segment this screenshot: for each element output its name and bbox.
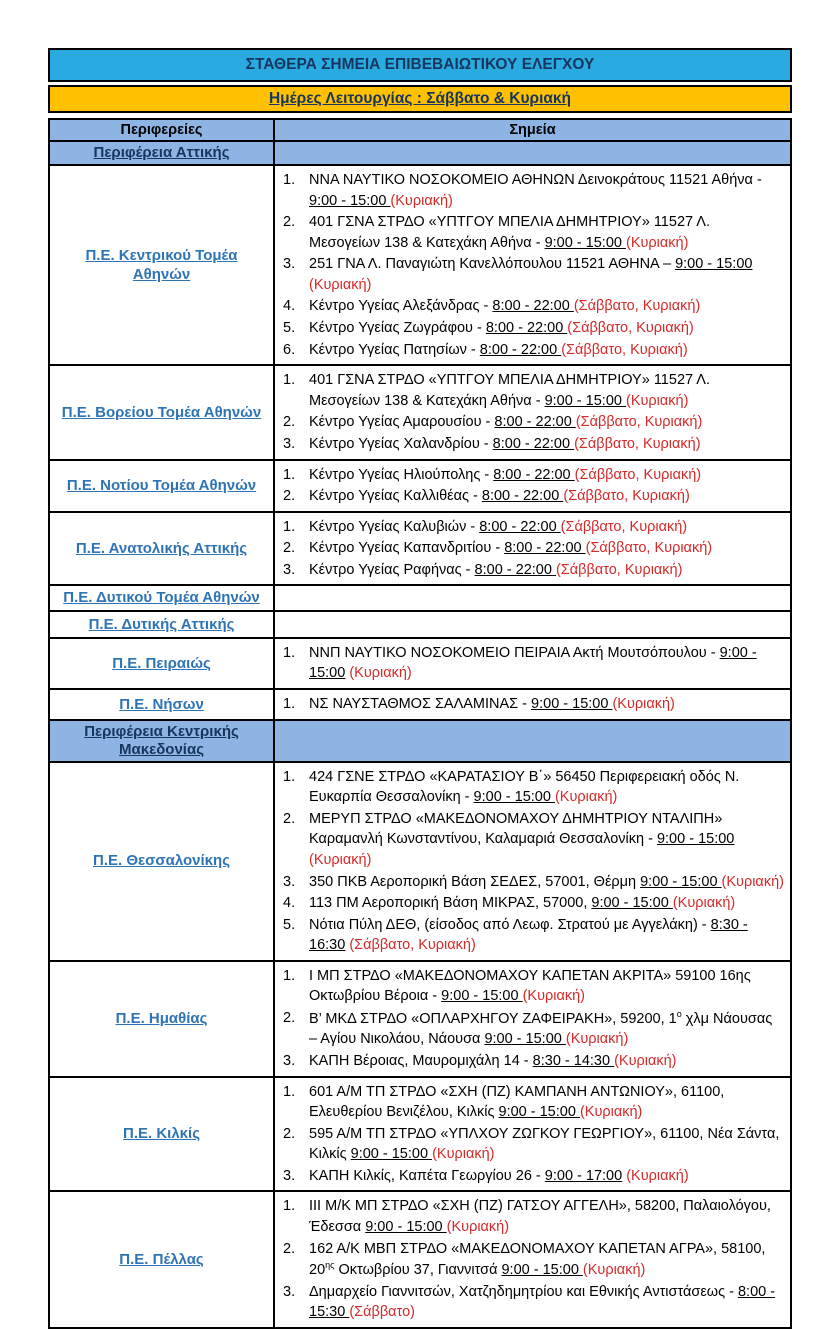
item-text — [309, 1124, 784, 1165]
item-text — [309, 809, 784, 871]
point-item — [283, 1282, 784, 1323]
site-text: Κέντρο Υγείας Ηλιούπολης - — [309, 466, 494, 483]
time-range: 9:00 - 15:00 — [484, 1031, 566, 1048]
points-cell — [275, 1078, 790, 1191]
time-range: 9:00 - 15:00 — [591, 895, 673, 912]
site-text: 401 ΓΣΝΑ ΣΤΡΔΟ «ΥΠΤΓΟΥ ΜΠΕΛΙΑ ΔΗΜΗΤΡΙΟΥ» 11527 Λ. Μεσογείων 138 & Κατεχάκη Αθήνα - — [309, 372, 711, 409]
item-number: 1. — [283, 518, 296, 535]
points-cell — [275, 690, 790, 719]
header-left-cell — [50, 721, 275, 761]
item-number: 3. — [283, 561, 296, 578]
item-number: 1. — [283, 172, 296, 188]
site-text: ΚΑΠΗ Βέροιας, Μαυρομιχάλη 14 - — [309, 1052, 533, 1069]
region-cell — [50, 1192, 275, 1326]
site-text: Κέντρο Υγείας Ζωγράφου - — [309, 320, 486, 337]
site-text: 113 ΠΜ Αεροπορική Βάση ΜΙΚΡΑΣ, 57000, — [309, 895, 592, 912]
item-number: 3. — [283, 256, 296, 273]
region-cell — [50, 1078, 275, 1191]
item-number: 2. — [283, 1240, 296, 1257]
region-cell — [50, 639, 275, 688]
item-text — [309, 560, 784, 581]
item-number: 1. — [283, 967, 296, 984]
site-text: Ι ΜΠ ΣΤΡΔΟ «ΜΑΚΕΔΟΝΟΜΑΧΟΥ ΚΑΠΕΤΑΝ ΑΚΡΙΤΑ» 59100 16ης Οκτωβρίου Βέροια - — [309, 967, 751, 1005]
item-text — [309, 767, 784, 808]
days-note: (Κυριακή) — [612, 696, 675, 713]
time-range: 9:00 - 15:00 — [501, 1262, 583, 1279]
site-text: 401 ΓΣΝΑ ΣΤΡΔΟ «ΥΠΤΓΟΥ ΜΠΕΛΙΑ ΔΗΜΗΤΡΙΟΥ» 11527 Λ. Μεσογείων 138 & Κατεχάκη Αθήνα - — [309, 214, 711, 251]
days-note: (Σάββατο, Κυριακή) — [585, 540, 713, 557]
time-range: 8:00 - 15:30 — [309, 1283, 776, 1321]
site-text: 424 ΓΣΝΕ ΣΤΡΔΟ «ΚΑΡΑΤΑΣΙΟΥ Β΄» 56450 Περιφερειακή οδός Ν. Ευκαρπία Θεσσαλονίκη - — [309, 768, 740, 806]
region-label: Π.Ε. Βορείου Τομέα Αθηνών — [61, 403, 262, 421]
site-text: 162 Α/Κ ΜΒΠ ΣΤΡΔΟ «ΜΑΚΕΔΟΝΟΜΑΧΟΥ ΚΑΠΕΤΑΝ ΑΓΡΑ», 58100, 20 — [309, 1240, 766, 1279]
points-cell — [275, 366, 790, 458]
item-text — [309, 1082, 784, 1123]
time-range: 8:00 - 22:00 — [479, 518, 561, 535]
site-text: ης — [325, 1260, 335, 1271]
days-note: (Κυριακή) — [625, 234, 689, 251]
days-note: (Κυριακή) — [721, 873, 784, 890]
main-table — [48, 118, 792, 1329]
item-number: 1. — [283, 644, 296, 661]
item-number: 6. — [283, 341, 296, 358]
region-cell — [50, 366, 275, 458]
table-row — [50, 610, 790, 637]
days-note: (Κυριακή) — [446, 1219, 510, 1236]
time-range: 9:00 - 15:00 — [544, 234, 626, 251]
points-cell — [275, 612, 790, 637]
points-cell — [275, 586, 790, 610]
region-cell — [50, 612, 275, 637]
item-text — [309, 370, 784, 411]
days-note: (Κυριακή) — [614, 1052, 677, 1069]
time-range: 8:00 - 22:00 — [485, 320, 568, 337]
days-note: (Κυριακή) — [582, 1262, 646, 1279]
days-note: (Σάββατο, Κυριακή) — [573, 298, 701, 315]
item-number: 1. — [283, 466, 296, 483]
point-item — [283, 1008, 784, 1050]
table-colheads-row — [50, 120, 790, 140]
site-text: ΜΕΡΥΠ ΣΤΡΔΟ «ΜΑΚΕΔΟΝΟΜΑΧΟΥ ΔΗΜΗΤΡΙΟΥ ΝΤΑΛΙΠΗ» Καραμανλή Κωνσταντίνου, Καλαμαριά Θεσσαλονίκη - — [309, 810, 723, 848]
region-cell — [50, 166, 275, 364]
time-range: 9:00 - 15:00 — [473, 789, 555, 806]
point-item — [283, 893, 784, 914]
days-note: (Κυριακή) — [349, 665, 412, 682]
header-right-cell — [275, 721, 790, 761]
point-item — [283, 370, 784, 411]
table-row — [50, 761, 790, 960]
region-label: Π.Ε. Δυτικού Τομέα Αθηνών — [63, 589, 260, 607]
days-note: (Κυριακή) — [626, 1167, 689, 1184]
time-range: 8:00 - 22:00 — [474, 561, 556, 578]
point-item — [283, 643, 784, 684]
region-cell — [50, 763, 275, 960]
region-label: Π.Ε. Ημαθίας — [115, 1009, 208, 1027]
item-number: 1. — [283, 1198, 296, 1215]
item-text — [309, 434, 784, 455]
item-text — [309, 486, 784, 507]
time-range: 8:30 - 14:30 — [532, 1052, 615, 1069]
time-range: 9:00 - 15:00 — [675, 256, 753, 273]
item-number: 5. — [283, 916, 296, 933]
item-text — [309, 1282, 784, 1323]
region-label: Π.Ε. Πέλλας — [119, 1250, 204, 1268]
item-text — [309, 1166, 784, 1187]
site-text: 595 Α/Μ ΤΠ ΣΤΡΔΟ «ΥΠΛΧΟΥ ΖΩΓΚΟΥ ΓΕΩΡΓΙΟΥ», 61100, Νέα Σάντα, Κιλκίς — [309, 1125, 780, 1163]
item-text — [309, 170, 784, 211]
point-item — [283, 412, 784, 433]
days-note: (Σάββατο, Κυριακή) — [560, 518, 688, 535]
site-text: Οκτωβρίου 37, Γιαννιτσά — [334, 1262, 502, 1279]
table-group-row — [50, 140, 790, 164]
days-note: (Κυριακή) — [432, 1146, 495, 1163]
group-header-label: Περιφέρεια Κεντρικής Μακεδονίας — [84, 722, 239, 758]
table-row — [50, 1190, 790, 1326]
item-text — [309, 1008, 784, 1050]
site-text: ΝΣ ΝΑΥΣΤΑΘΜΟΣ ΣΑΛΑΜΙΝΑΣ - — [309, 696, 532, 713]
item-number: 2. — [283, 1125, 296, 1142]
days-note: (Σάββατο, Κυριακή) — [574, 466, 702, 483]
point-item — [283, 1196, 784, 1237]
point-item — [283, 340, 784, 361]
item-number: 3. — [283, 873, 296, 890]
item-text — [309, 318, 784, 339]
table-row — [50, 960, 790, 1076]
point-item — [283, 1124, 784, 1165]
time-range: 9:00 - 17:00 — [544, 1167, 623, 1184]
item-number: 3. — [283, 1167, 296, 1184]
days-note: (Σάββατο, Κυριακή) — [561, 341, 688, 358]
point-item — [283, 254, 784, 295]
time-range: 8:00 - 22:00 — [493, 466, 575, 483]
site-text: Νότια Πύλη ΔΕΘ, (είσοδος από Λεωφ. Στρατού με Αγγελάκη) - — [309, 916, 711, 933]
days-note: (Σάββατο, Κυριακή) — [574, 435, 701, 452]
item-number: 2. — [283, 214, 296, 231]
point-item — [283, 296, 784, 317]
days-note: (Σάββατο, Κυριακή) — [349, 937, 476, 954]
site-text: Κέντρο Υγείας Ραφήνας - — [309, 561, 475, 578]
point-item — [283, 212, 784, 253]
point-item — [283, 517, 784, 538]
time-range: 8:00 - 22:00 — [494, 414, 576, 431]
days-note: (Σάββατο, Κυριακή) — [555, 561, 683, 578]
table-row — [50, 459, 790, 511]
table-row — [50, 637, 790, 688]
points-cell — [275, 962, 790, 1076]
points-cell — [275, 513, 790, 585]
point-item — [283, 465, 784, 486]
site-text: Κέντρο Υγείας Καλλιθέας - — [309, 488, 482, 505]
header-left-cell — [50, 120, 275, 140]
time-range: 8:00 - 22:00 — [504, 540, 586, 557]
region-label: Π.Ε. Κιλκίς — [122, 1125, 200, 1143]
region-label: Π.Ε. Θεσσαλονίκης — [92, 852, 231, 870]
region-label: Π.Ε. Νήσων — [119, 695, 204, 713]
site-text: Κέντρο Υγείας Αλεξάνδρας - — [309, 298, 493, 315]
point-item — [283, 966, 784, 1007]
header-right-cell — [275, 142, 790, 164]
days-note: (Κυριακή) — [672, 895, 736, 912]
site-text: Κέντρο Υγείας Πατησίων - — [309, 341, 480, 358]
point-item — [283, 809, 784, 871]
subtitle-band — [48, 85, 792, 113]
time-range: 9:00 - 15:00 — [309, 192, 391, 209]
days-note: (Σάββατο, Κυριακή) — [567, 320, 694, 337]
points-cell — [275, 461, 790, 511]
point-item — [283, 170, 784, 211]
days-note: (Σάββατο, Κυριακή) — [575, 414, 703, 431]
days-note: (Κυριακή) — [309, 276, 372, 293]
table-row — [50, 584, 790, 610]
region-label: Π.Ε. Νοτίου Τομέα Αθηνών — [66, 476, 257, 494]
item-number: 2. — [283, 540, 296, 557]
operating-days-subtitle: Ημέρες Λειτουργίας : Σάββατο & Κυριακή — [268, 90, 572, 107]
time-range: 9:00 - 15:00 — [640, 873, 722, 890]
item-number: 2. — [283, 414, 296, 431]
days-note: (Κυριακή) — [554, 789, 618, 806]
days-note: (Κυριακή) — [565, 1031, 629, 1048]
item-number: 2. — [283, 810, 296, 827]
header-left-cell — [50, 142, 275, 164]
item-number: 2. — [283, 1010, 296, 1026]
item-number: 2. — [283, 488, 296, 505]
site-text: ΙΙΙ Μ/Κ ΜΠ ΣΤΡΔΟ «ΣΧΗ (ΠΖ) ΓΑΤΣΟΥ ΑΓΓΕΛΗ», 58200, Παλαιολόγου, Έδεσσα — [309, 1198, 771, 1236]
point-item — [283, 1239, 784, 1281]
region-cell — [50, 513, 275, 585]
item-number: 4. — [283, 298, 296, 315]
point-item — [283, 767, 784, 808]
page-title: ΣΤΑΘΕΡΑ ΣΗΜΕΙΑ ΕΠΙΒΕΒΑΙΩΤΙΚΟΥ ΕΛΕΓΧΟΥ — [245, 56, 595, 73]
region-label: Π.Ε. Κεντρικού Τομέα Αθηνών — [85, 246, 238, 284]
days-note: (Κυριακή) — [309, 851, 372, 868]
item-text — [309, 465, 784, 486]
site-text: ΝΝΠ ΝΑΥΤΙΚΟ ΝΟΣΟΚΟΜΕΙΟ ΠΕΙΡΑΙΑ Ακτή Μουτσόπουλου - — [309, 644, 720, 661]
point-item — [283, 872, 784, 893]
item-text — [309, 694, 784, 715]
site-text: Κέντρο Υγείας Χαλανδρίου - — [309, 435, 493, 452]
item-text — [309, 296, 784, 317]
table-row — [50, 688, 790, 719]
point-item — [283, 318, 784, 339]
region-cell — [50, 690, 275, 719]
item-text — [309, 643, 784, 684]
table-row — [50, 511, 790, 585]
point-item — [283, 694, 784, 715]
item-text — [309, 893, 784, 914]
header-right-cell — [275, 120, 790, 140]
point-item — [283, 560, 784, 581]
points-cell — [275, 166, 790, 364]
points-cell — [275, 763, 790, 960]
time-range: 9:00 - 15:00 — [441, 988, 523, 1005]
time-range: 9:00 - 15:00 — [309, 644, 757, 682]
item-text — [309, 254, 784, 295]
point-item — [283, 434, 784, 455]
site-text: Κέντρο Υγείας Αμαρουσίου - — [309, 414, 495, 431]
time-range: 9:00 - 15:00 — [350, 1146, 433, 1163]
column-header-points: Σημεία — [509, 122, 556, 138]
time-range: 9:00 - 15:00 — [531, 696, 613, 713]
site-text: ΝΝΑ ΝΑΥΤΙΚΟ ΝΟΣΟΚΟΜΕΙΟ ΑΘΗΝΩΝ Δεινοκράτους 11521 Αθήνα - — [309, 172, 762, 188]
column-header-regions: Περιφερείες — [120, 122, 203, 138]
item-text — [309, 1196, 784, 1237]
days-note: (Κυριακή) — [579, 1104, 643, 1121]
time-range: 9:00 - 15:00 — [365, 1219, 447, 1236]
item-text — [309, 538, 784, 559]
days-note: (Κυριακή) — [522, 988, 586, 1005]
point-item — [283, 486, 784, 507]
item-number: 3. — [283, 1283, 296, 1300]
point-item — [283, 1166, 784, 1187]
point-item — [283, 1051, 784, 1072]
item-text — [309, 872, 784, 893]
table-row — [50, 1076, 790, 1191]
site-text: Κέντρο Υγείας Καπανδριτίου - — [309, 540, 505, 557]
item-text — [309, 966, 784, 1007]
item-number: 1. — [283, 696, 296, 713]
days-note: (Κυριακή) — [625, 392, 689, 409]
title-band — [48, 48, 792, 82]
item-number: 1. — [283, 372, 296, 389]
point-item — [283, 1082, 784, 1123]
site-text: Δημαρχείο Γιαννιτσών, Χατζηδημητρίου και Εθνικής Αντιστάσεως - — [309, 1283, 738, 1300]
site-text: ΚΑΠΗ Κιλκίς, Καπέτα Γεωργίου 26 - — [309, 1167, 545, 1184]
group-header-label: Περιφέρεια Αττικής — [93, 144, 230, 161]
region-label: Π.Ε. Δυτικής Αττικής — [88, 615, 235, 633]
item-number: 1. — [283, 768, 296, 785]
table-row — [50, 164, 790, 364]
item-text — [309, 517, 784, 538]
point-item — [283, 915, 784, 956]
site-text: ο — [676, 1009, 682, 1019]
points-cell — [275, 639, 790, 688]
item-number: 3. — [283, 435, 296, 452]
site-text: 601 Α/Μ ΤΠ ΣΤΡΔΟ «ΣΧΗ (ΠΖ) ΚΑΜΠΑΝΗ ΑΝΤΩΝΙΟΥ», 61100, Ελευθερίου Βενιζέλου, Κιλκίς — [309, 1083, 725, 1121]
item-text — [309, 412, 784, 433]
site-text: Β’ ΜΚΔ ΣΤΡΔΟ «ΟΠΛΑΡΧΗΓΟΥ ΖΑΦΕΙΡΑΚΗ», 59200, 1 — [309, 1010, 677, 1027]
item-text — [309, 212, 784, 253]
days-note: (Σάββατο) — [349, 1304, 415, 1321]
time-range: 8:00 - 22:00 — [479, 341, 562, 358]
table-group-row — [50, 719, 790, 761]
item-number: 5. — [283, 320, 296, 337]
site-text: 350 ΠΚΒ Αεροπορική Βάση ΣΕΔΕΣ, 57001, Θέρμη — [309, 873, 641, 890]
region-cell — [50, 461, 275, 511]
time-range: 9:00 - 15:00 — [498, 1104, 580, 1121]
days-note: (Σάββατο, Κυριακή) — [563, 488, 690, 505]
site-text: χλμ Νάουσας – Αγίου Νικολάου, Νάουσα — [309, 1010, 773, 1048]
days-note: (Κυριακή) — [390, 192, 453, 209]
item-number: 1. — [283, 1083, 296, 1100]
item-number: 4. — [283, 895, 296, 912]
time-range: 9:00 - 15:00 — [544, 392, 626, 409]
time-range: 8:00 - 22:00 — [492, 298, 574, 315]
region-label: Π.Ε. Πειραιώς — [112, 654, 211, 672]
points-cell — [275, 1192, 790, 1326]
item-number: 3. — [283, 1052, 296, 1069]
time-range: 8:00 - 22:00 — [481, 488, 564, 505]
site-text: 251 ΓΝΑ Λ. Παναγιώτη Κανελλόπουλου 11521 ΑΘΗΝΑ – — [309, 256, 676, 273]
region-cell — [50, 962, 275, 1076]
time-range: 8:00 - 22:00 — [492, 435, 575, 452]
time-range: 9:00 - 15:00 — [656, 831, 735, 848]
point-item — [283, 538, 784, 559]
table-row — [50, 364, 790, 458]
region-label: Π.Ε. Ανατολικής Αττικής — [75, 539, 248, 557]
item-text — [309, 1239, 784, 1281]
time-range: 8:30 - 16:30 — [309, 916, 748, 954]
site-text: Κέντρο Υγείας Καλυβιών - — [309, 518, 480, 535]
item-text — [309, 915, 784, 956]
region-cell — [50, 586, 275, 610]
item-text — [309, 1051, 784, 1072]
item-text — [309, 340, 784, 361]
